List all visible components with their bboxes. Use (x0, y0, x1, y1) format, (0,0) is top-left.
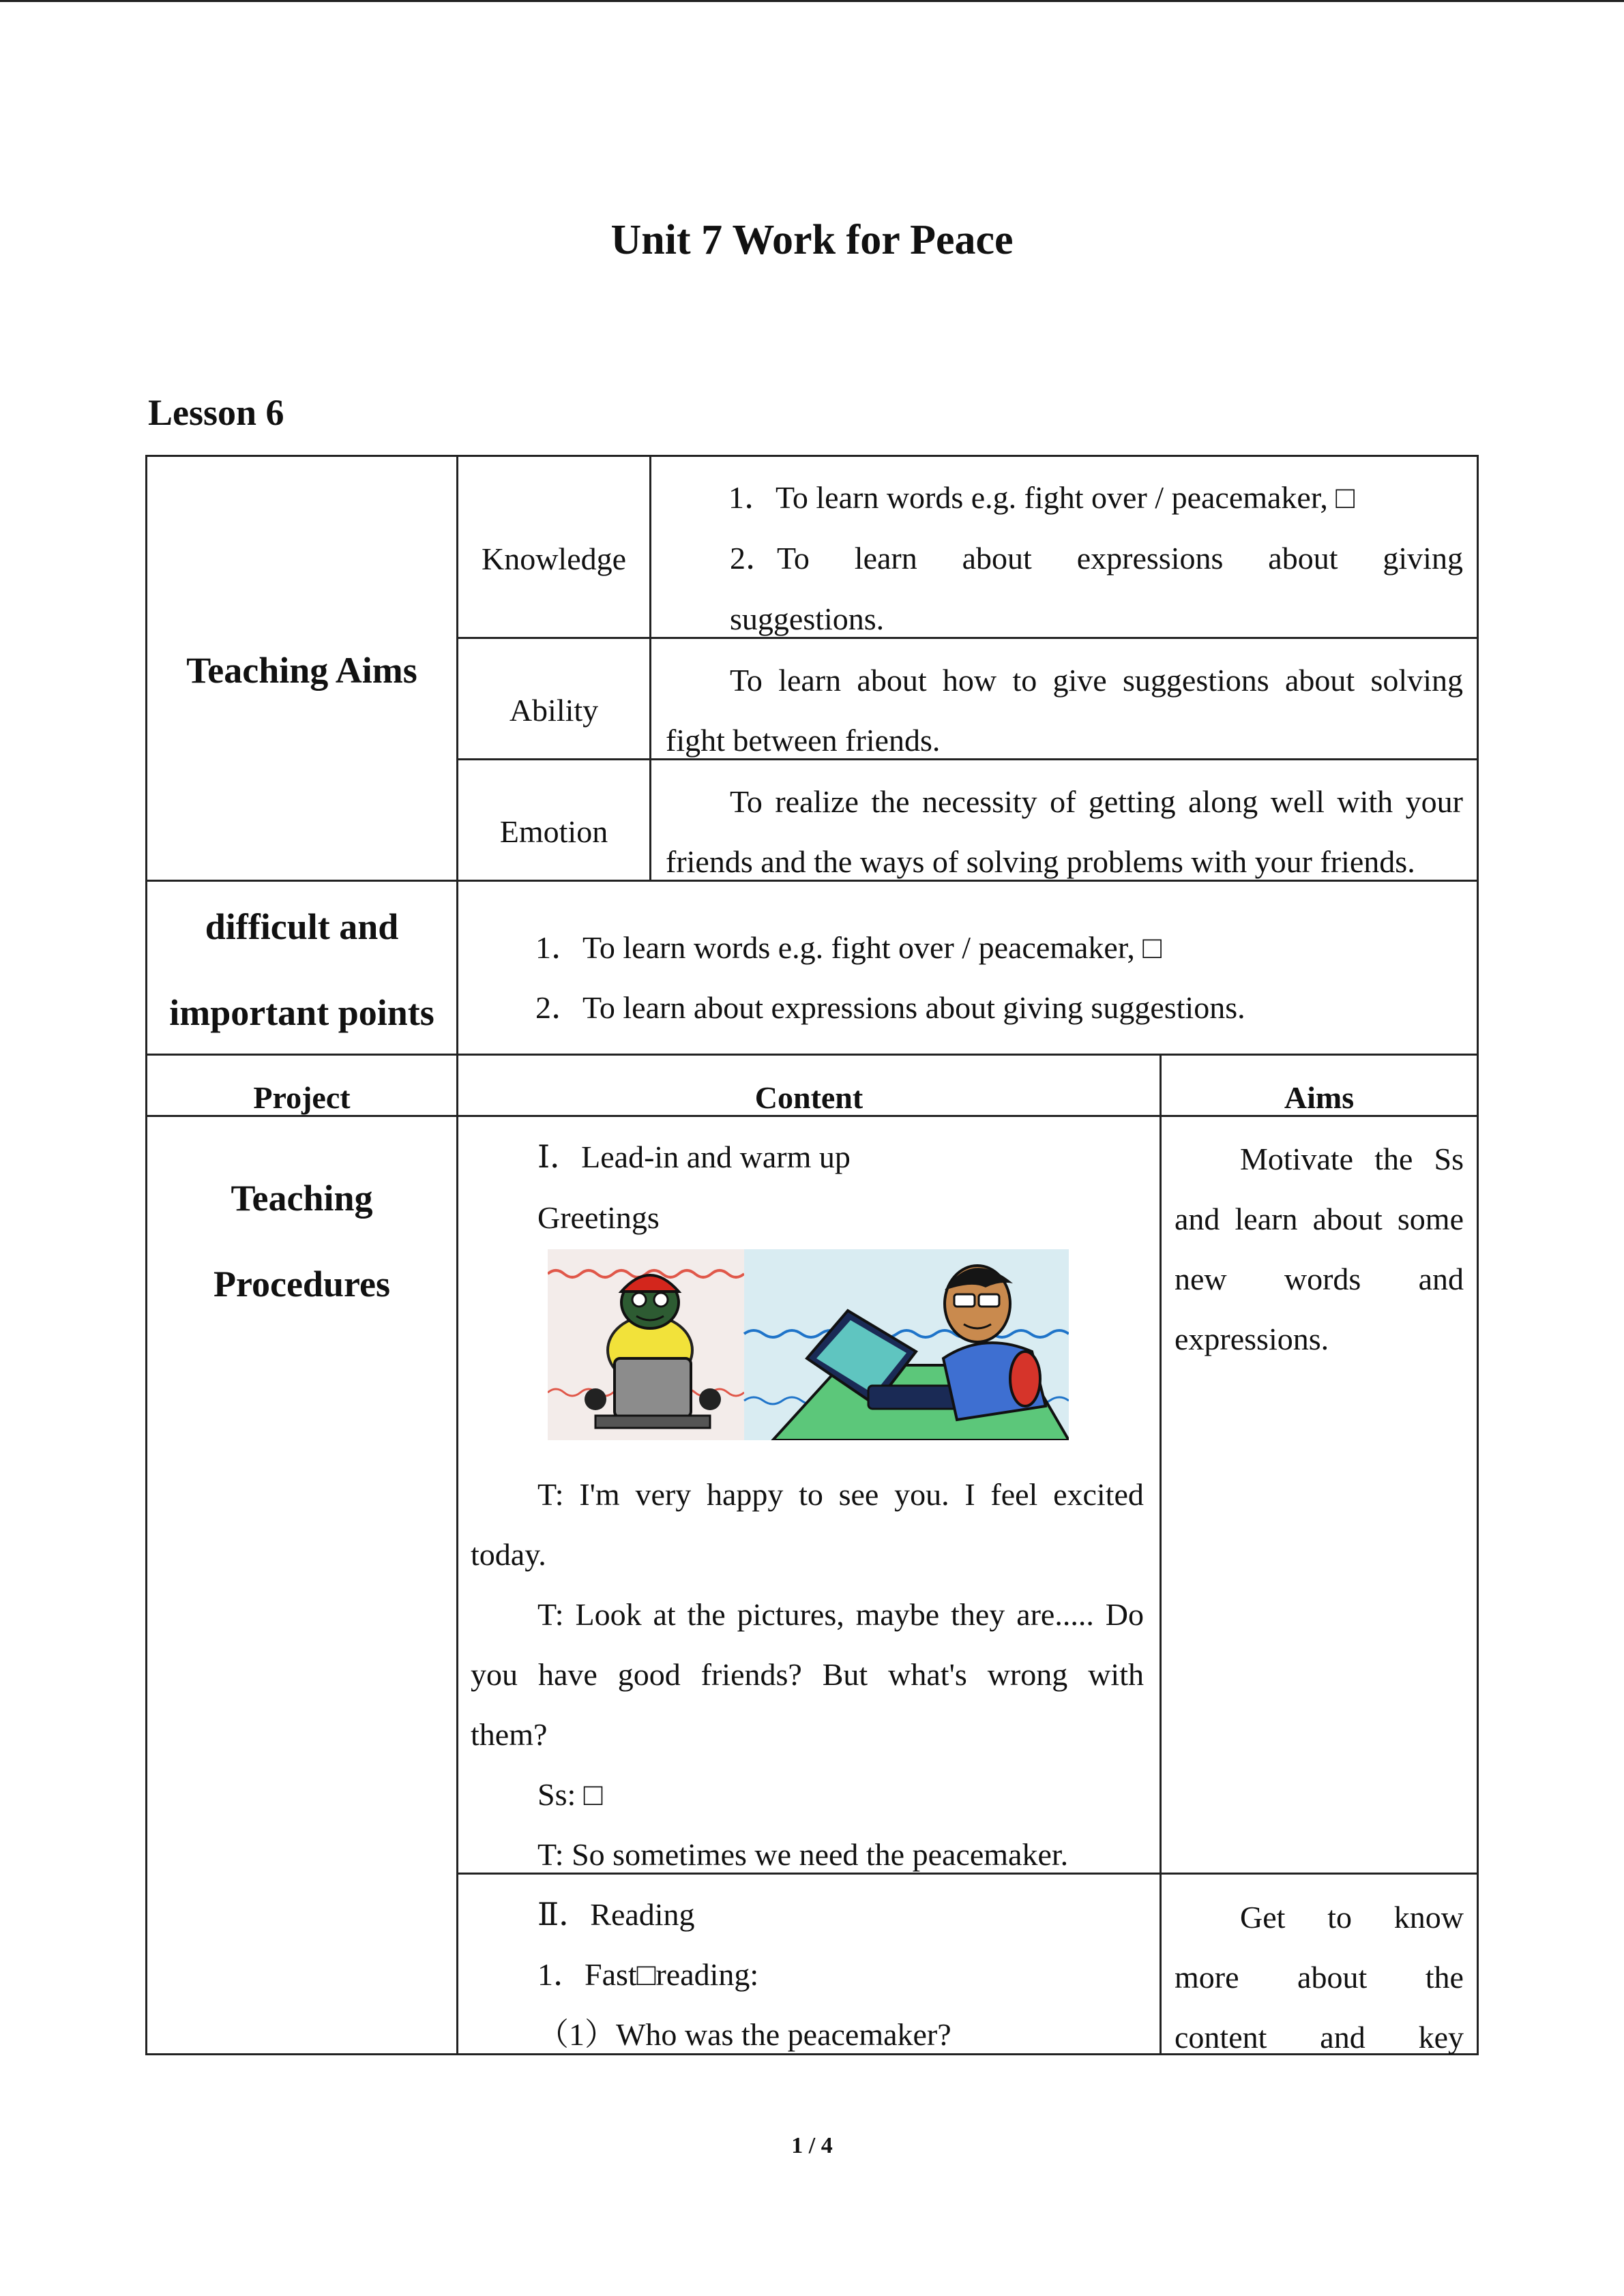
word: expressions (1076, 541, 1224, 576)
students-response: Ss: □ (537, 1777, 603, 1812)
question-1: （1）Who was the peacemaker? (537, 2017, 951, 2052)
word: the (871, 784, 910, 819)
section-1-aim-line-3 (1175, 1249, 1464, 1309)
word: and (1175, 1202, 1220, 1236)
word: how (942, 663, 997, 698)
teacher-line-1-cont: today. (471, 1537, 546, 1572)
ability-line-1 (730, 651, 1463, 711)
word: what's (888, 1657, 967, 1692)
word: you (471, 1657, 518, 1692)
word: about (857, 663, 927, 698)
word: about (1285, 663, 1355, 698)
ability-line-2: fight between friends. (666, 723, 941, 758)
word: But (822, 1657, 868, 1692)
word: maybe (855, 1597, 940, 1632)
knowledge-label: Knowledge (481, 541, 627, 576)
word: good (617, 1657, 681, 1692)
emotion-line-2: friends and the ways of solving problems with your friends. (666, 844, 1415, 879)
word: about (962, 541, 1032, 576)
section-2-aim-line-1 (1240, 1888, 1464, 1948)
word: along (1188, 784, 1258, 819)
teacher-line-2-end: them? (471, 1717, 548, 1752)
word: Ss (1434, 1142, 1464, 1176)
word: and (1320, 2020, 1365, 2055)
word: are..... (1016, 1597, 1094, 1632)
word: To (730, 663, 763, 698)
word: new (1175, 1262, 1227, 1296)
points-item-1: 1．To learn words e.g. fight over / peacemaker, □ (535, 930, 1162, 965)
word: some (1397, 1202, 1464, 1236)
word: key (1418, 2020, 1464, 2055)
knowledge-item-2-cont: suggestions. (730, 601, 885, 636)
word: suggestions (1123, 663, 1269, 698)
knowledge-item-2 (730, 528, 1463, 588)
table-rule (649, 455, 651, 882)
word: about (1312, 1202, 1383, 1236)
word: at (653, 1597, 676, 1632)
word: to (799, 1477, 823, 1512)
section-1-heading: Ⅰ．Lead-in and warm up (537, 1139, 851, 1174)
word: 2．To (730, 541, 810, 576)
word: about (1268, 541, 1338, 576)
teacher-line-3: T: So sometimes we need the peacemaker. (537, 1837, 1069, 1872)
word: content (1175, 2020, 1267, 2055)
emotion-label: Emotion (499, 814, 608, 849)
lesson-heading: Lesson 6 (148, 392, 284, 433)
table-border-top (145, 455, 1479, 457)
word: excited (1053, 1477, 1144, 1512)
word: giving (1383, 541, 1463, 576)
word: happy (706, 1477, 784, 1512)
procedures-header-line-2: Procedures (213, 1264, 390, 1304)
emotion-line-1 (730, 772, 1463, 832)
word: getting (1088, 784, 1176, 819)
word: To (730, 784, 763, 819)
word: the (1374, 1142, 1413, 1176)
word: feel (990, 1477, 1038, 1512)
procedures-header-line-1: Teaching (231, 1178, 373, 1219)
points-item-2: 2．To learn about expressions about giving suggestions. (535, 990, 1245, 1025)
word: wrong (987, 1657, 1068, 1692)
greetings-text: Greetings (537, 1200, 660, 1235)
word: words (1284, 1262, 1361, 1296)
word: learn (854, 541, 917, 576)
word: of (1050, 784, 1076, 819)
page-number: 1 / 4 (791, 2133, 833, 2158)
teacher-line-2 (537, 1585, 1144, 1645)
fast-reading-item: 1．Fast□reading: (537, 1957, 759, 1992)
word: very (635, 1477, 692, 1512)
word: friends? (700, 1657, 802, 1692)
word: the (687, 1597, 726, 1632)
word: your (1405, 784, 1463, 819)
word: I (964, 1477, 975, 1512)
points-header (147, 884, 456, 1056)
table-border-right (1477, 455, 1479, 2055)
word: know (1393, 1900, 1464, 1935)
word: well (1270, 784, 1325, 819)
table-rule (1160, 1054, 1162, 2055)
illustration-friends-at-computers (548, 1249, 1069, 1440)
procedures-header (147, 1155, 456, 1327)
word: solving (1370, 663, 1463, 698)
word: with (1337, 784, 1393, 819)
word: about (1297, 1960, 1368, 1995)
top-border (0, 0, 1624, 2)
section-2-aim-line-3 (1175, 2008, 1464, 2068)
word: T: (537, 1597, 564, 1632)
table-rule (456, 637, 1479, 639)
word: I'm (579, 1477, 620, 1512)
word: give (1052, 663, 1107, 698)
word: have (537, 1657, 597, 1692)
word: and (1418, 1262, 1464, 1296)
section-1-aim-line-4: expressions. (1175, 1322, 1329, 1356)
word: to (1327, 1900, 1352, 1935)
word: they (951, 1597, 1005, 1632)
word: Get (1240, 1900, 1286, 1935)
word: learn (1235, 1202, 1298, 1236)
column-header-content: Content (754, 1080, 863, 1115)
word: T: (537, 1477, 564, 1512)
ability-label: Ability (509, 693, 599, 728)
knowledge-item-1: 1．To learn words e.g. fight over / peacemaker, □ (728, 480, 1355, 515)
word: pictures, (737, 1597, 844, 1632)
word: see (838, 1477, 879, 1512)
word: learn (778, 663, 842, 698)
column-header-project: Project (253, 1080, 351, 1115)
points-header-line-1: difficult and (205, 906, 399, 947)
word: Motivate (1240, 1142, 1354, 1176)
column-header-aims: Aims (1284, 1080, 1355, 1115)
word: realize (775, 784, 859, 819)
word: Look (575, 1597, 642, 1632)
word: with (1088, 1657, 1144, 1692)
word: more (1175, 1960, 1239, 1995)
section-2-heading: Ⅱ．Reading (537, 1897, 695, 1932)
word: the (1425, 1960, 1464, 1995)
section-1-aim-line-2 (1175, 1189, 1464, 1249)
word: Do (1105, 1597, 1144, 1632)
word: to (1012, 663, 1037, 698)
teacher-line-2-cont (471, 1645, 1144, 1705)
section-1-aim-line-1 (1240, 1129, 1464, 1189)
teacher-line-1 (537, 1465, 1144, 1525)
section-2-aim-line-2 (1175, 1948, 1464, 2008)
document-title: Unit 7 Work for Peace (610, 217, 1014, 263)
word: you. (894, 1477, 949, 1512)
points-header-line-2: important points (169, 992, 434, 1033)
teaching-aims-header: Teaching Aims (186, 650, 417, 691)
table-rule (456, 758, 1479, 760)
word: necessity (922, 784, 1037, 819)
